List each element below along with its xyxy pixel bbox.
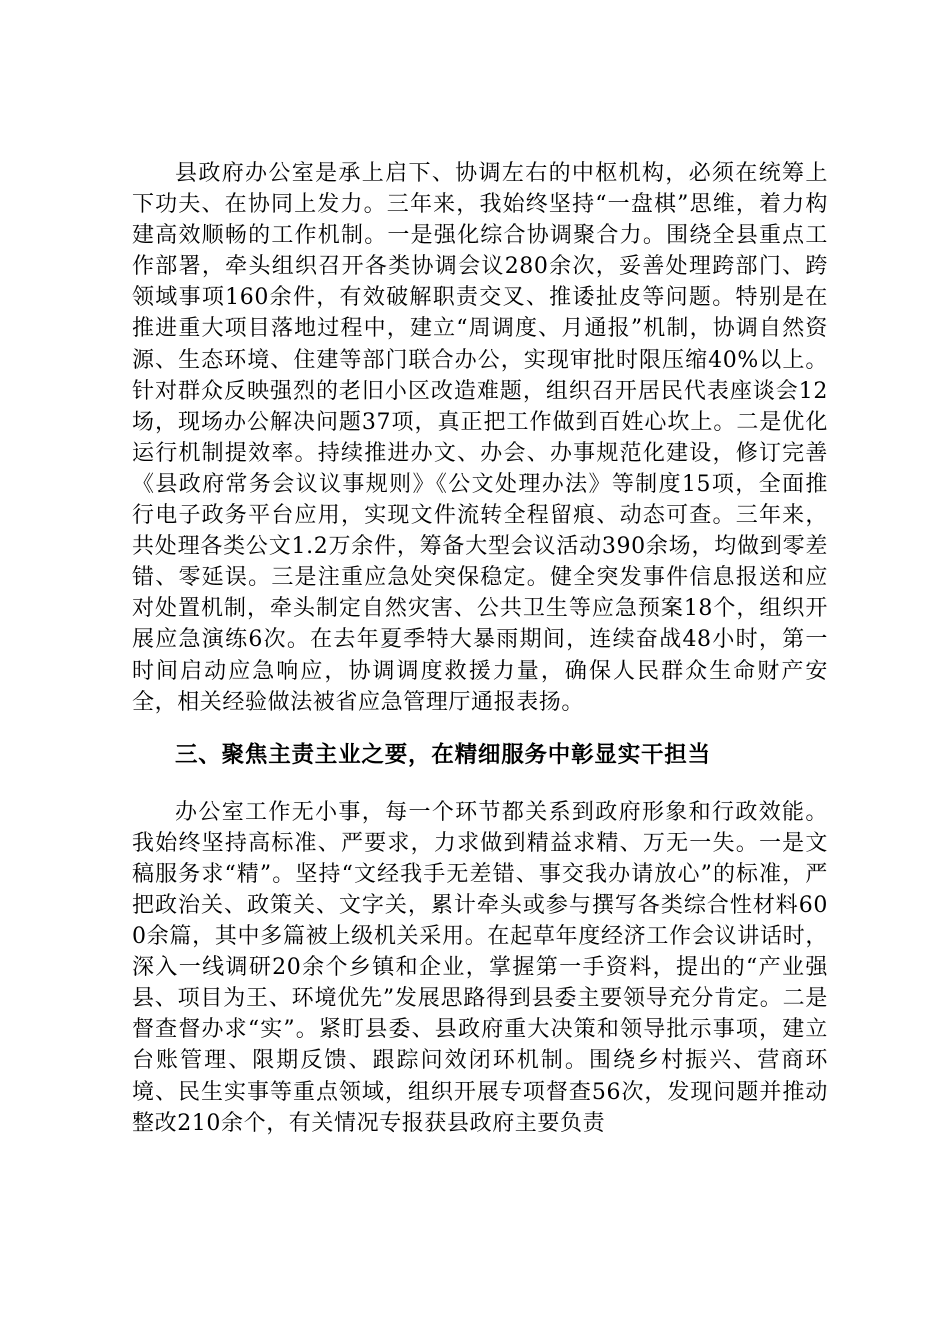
section-heading: 三、聚焦主责主业之要，在精细服务中彰显实干担当 <box>175 741 711 768</box>
body-paragraph-2: 办公室工作无小事，每一个环节都关系到政府形象和行政效能。我始终坚持高标准、严要求，力求做到精益求精、万无一失。一是文稿服务求“精”。坚持“文经我手无差错、事交我办请放心”的标准，严把政治关、政策关、文字关，累计牵头或参与撰写各类综合性材料600余篇，其中多篇被上级机关采用。在起草年度经济工作会议讲话时，深入一线调研20余个乡镇和企业，掌握第一手资料，提出的“产业强县、项目为王、环境优先”发展思路得到县委主要领导充分肯定。二是督查督办求“实”。紧盯县委、县政府重大决策和领导批示事项，建立台账管理、限期反馈、跟踪问效闭环机制。围绕乡村振兴、营商环境、民生实事等重点领域，组织开展专项督查56次，发现问题并推动整改210余个，有关情况专报获县政府主要负责 <box>132 799 828 1136</box>
body-paragraph-1: 县政府办公室是承上启下、协调左右的中枢机构，必须在统筹上下功夫、在协同上发力。三年来，我始终坚持“一盘棋”思维，着力构建高效顺畅的工作机制。一是强化综合协调聚合力。围绕全县重点工作部署，牵头组织召开各类协调会议280余次，妥善处理跨部门、跨领域事项160余件，有效破解职责交叉、推诿扯皮等问题。特别是在推进重大项目落地过程中，建立“周调度、月通报”机制，协调自然资源、生态环境、住建等部门联合办公，实现审批时限压缩40%以上。针对群众反映强烈的老旧小区改造难题，组织召开居民代表座谈会12场，现场办公解决问题37项，真正把工作做到百姓心坎上。二是优化运行机制提效率。持续推进办文、办会、办事规范化建设，修订完善《县政府常务会议议事规则》《公文处理办法》等制度15项，全面推行电子政务平台应用，实现文件流转全程留痕、动态可查。三年来，共处理各类公文1.2万余件，筹备大型会议活动390余场，均做到零差错、零延误。三是注重应急处突保稳定。健全突发事件信息报送和应对处置机制，牵头制定自然灾害、公共卫生等应急预案18个，组织开展应急演练6次。在去年夏季特大暴雨期间，连续奋战48小时，第一时间启动应急响应，协调调度救援力量，确保人民群众生命财产安全，相关经验做法被省应急管理厅通报表扬。 <box>132 161 828 715</box>
document-page <box>132 158 828 1139</box>
